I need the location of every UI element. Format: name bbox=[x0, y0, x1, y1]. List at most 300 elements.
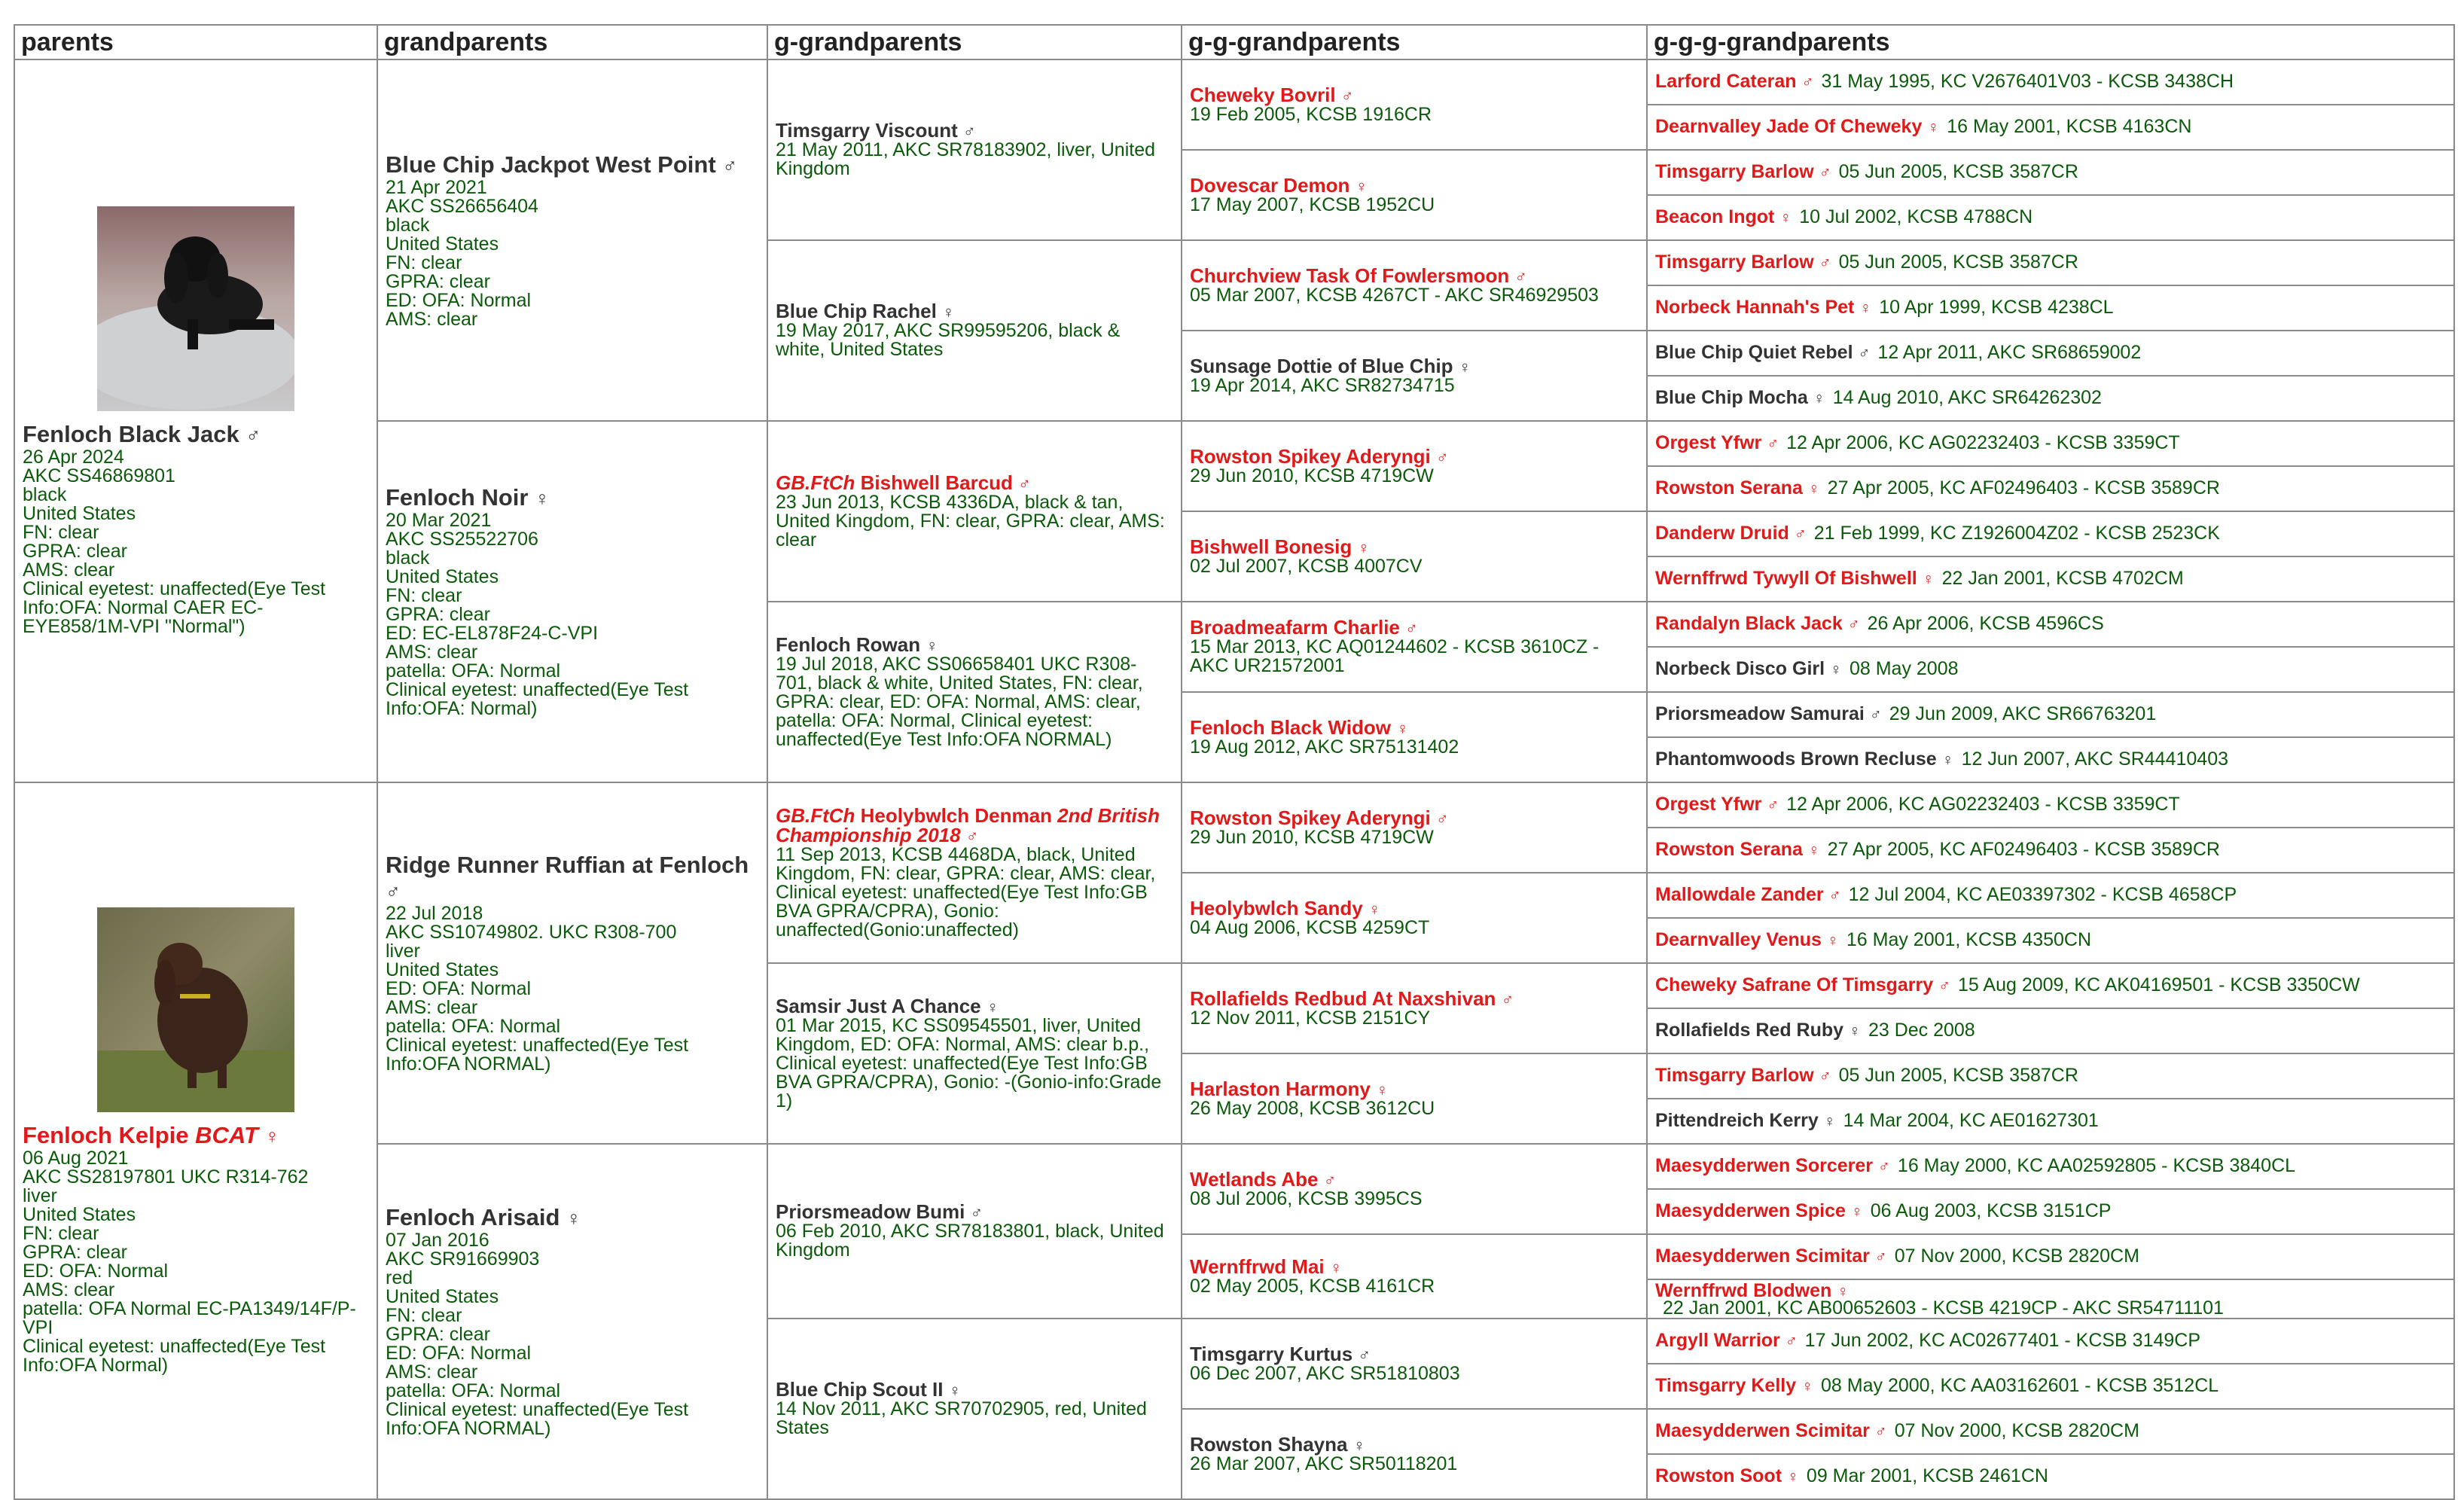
g-g-g-grandparent-cell bbox=[1647, 963, 2454, 1008]
g-g-grandparent-name[interactable] bbox=[1190, 1433, 1365, 1456]
name-text: Priorsmeadow Samurai bbox=[1655, 703, 1865, 724]
g-grandparent-cell bbox=[767, 1319, 1182, 1499]
detail-line: AMS: clear bbox=[386, 308, 478, 330]
g-g-g-grandparent-details: 17 Jun 2002, KC AC02677401 - KCSB 3149CP bbox=[1804, 1330, 2201, 1351]
title-suffix: BCAT bbox=[195, 1121, 258, 1148]
detail-line: 07 Jan 2016 bbox=[386, 1230, 489, 1251]
g-g-g-grandparent-cell bbox=[1647, 285, 2454, 331]
male-icon: ♂ bbox=[1358, 1345, 1371, 1364]
g-grandparent-details: 01 Mar 2015, KC SS09545501, liver, United Kingdom, ED: OFA: Normal, AMS: clear b.p., Clinical eyetest: unaffected(Eye Test Info:GB BVA GPRA/CPRA), Gonio: -(Gonio-info:Grade 1) bbox=[776, 1014, 1162, 1111]
g-g-g-grandparent-cell bbox=[1647, 782, 2454, 828]
name-text: Fenloch Kelpie bbox=[23, 1121, 189, 1148]
g-g-g-grandparent-details: 14 Aug 2010, AKC SR64262302 bbox=[1832, 387, 2102, 408]
g-g-g-grandparent-details: 12 Jul 2004, KC AE03397302 - KCSB 4658CP bbox=[1848, 884, 2237, 905]
detail-line: 21 Apr 2021 bbox=[386, 176, 487, 198]
name-text: Dearnvalley Venus bbox=[1655, 929, 1822, 950]
g-g-grandparent-name[interactable] bbox=[1190, 174, 1368, 197]
grandparent-details bbox=[386, 1231, 759, 1438]
parent-name[interactable] bbox=[23, 422, 261, 448]
female-icon: ♀ bbox=[926, 636, 938, 655]
detail-line: liver bbox=[386, 941, 420, 962]
g-g-g-grandparent-cell bbox=[1647, 556, 2454, 602]
male-icon: ♂ bbox=[722, 154, 738, 177]
g-g-g-grandparent-cell bbox=[1647, 1409, 2454, 1454]
name-text: Rowston Shayna bbox=[1190, 1432, 1348, 1456]
g-g-grandparent-cell bbox=[1182, 1409, 1647, 1499]
male-icon: ♂ bbox=[965, 826, 979, 846]
male-icon: ♂ bbox=[1869, 706, 1882, 724]
grandparent-details bbox=[386, 178, 759, 329]
g-g-g-grandparent-name[interactable] bbox=[1655, 794, 1779, 815]
detail-line: ED: OFA: Normal bbox=[386, 978, 532, 999]
g-g-grandparent-name[interactable] bbox=[1190, 1343, 1371, 1365]
female-icon: ♀ bbox=[1458, 357, 1471, 377]
g-grandparent-details: 21 May 2011, AKC SR78183902, liver, United Kingdom bbox=[776, 139, 1156, 179]
g-g-grandparent-details: 02 Jul 2007, KCSB 4007CV bbox=[1190, 555, 1423, 577]
g-grandparent-name[interactable] bbox=[776, 471, 1031, 494]
g-g-g-grandparent-cell bbox=[1647, 647, 2454, 692]
g-g-g-grandparent-name[interactable] bbox=[1655, 1420, 1887, 1441]
g-g-grandparent-name[interactable] bbox=[1190, 1255, 1342, 1278]
g-g-g-grandparent-name[interactable] bbox=[1655, 116, 1939, 137]
g-grandparent-details: 06 Feb 2010, AKC SR78183801, black, United Kingdom bbox=[776, 1221, 1164, 1261]
g-g-g-grandparent-name[interactable] bbox=[1655, 1155, 1890, 1176]
name-text: Rowston Serana bbox=[1655, 477, 1803, 498]
female-icon: ♀ bbox=[1329, 1258, 1343, 1277]
g-g-g-grandparent-details: 26 Apr 2006, KCSB 4596CS bbox=[1867, 613, 2104, 634]
name-text: Heolybwlch Denman bbox=[860, 803, 1052, 827]
grandparent-name[interactable] bbox=[386, 151, 737, 178]
grandparent-name[interactable] bbox=[386, 1204, 581, 1230]
female-icon: ♀ bbox=[1779, 209, 1792, 227]
g-grandparent-name[interactable] bbox=[776, 119, 976, 142]
female-icon: ♀ bbox=[1927, 118, 1940, 136]
g-g-grandparent-name[interactable] bbox=[1190, 355, 1471, 377]
g-g-g-grandparent-name[interactable] bbox=[1655, 1465, 1799, 1486]
name-text: Phantomwoods Brown Recluse bbox=[1655, 748, 1937, 770]
g-g-g-grandparent-details: 08 May 2008 bbox=[1849, 658, 1959, 679]
g-g-grandparent-details: 15 Mar 2013, KC AQ01244602 - KCSB 3610CZ - AKC UR21572001 bbox=[1190, 636, 1599, 676]
g-g-g-grandparent-details: 06 Aug 2003, KCSB 3151CP bbox=[1870, 1200, 2112, 1221]
male-icon: ♂ bbox=[245, 423, 261, 447]
g-g-g-grandparent-name[interactable] bbox=[1655, 974, 1950, 995]
male-icon: ♂ bbox=[1801, 73, 1814, 91]
g-g-g-grandparent-name[interactable] bbox=[1655, 839, 1820, 860]
g-grandparent-name[interactable] bbox=[776, 1200, 983, 1223]
grandparent-name[interactable] bbox=[386, 484, 550, 511]
detail-line: GPRA: clear bbox=[23, 1241, 127, 1263]
name-text: Blue Chip Mocha bbox=[1655, 387, 1808, 408]
g-grandparent-name[interactable] bbox=[776, 300, 955, 322]
g-g-g-grandparent-details: 08 May 2000, KC AA03162601 - KCSB 3512CL bbox=[1821, 1375, 2219, 1396]
male-icon: ♂ bbox=[1501, 989, 1514, 1009]
g-grandparent-details: 19 Jul 2018, AKC SS06658401 UKC R308-701, black & white, United States, FN: clear, GPRA: clear, ED: OFA: Normal, AMS: clear, patella: OFA: Normal, Clinical eyetest: unaffected(Eye Test Info:OFA NORMAL) bbox=[776, 653, 1143, 750]
g-g-g-grandparent-name[interactable] bbox=[1655, 252, 1831, 273]
g-g-grandparent-details: 17 May 2007, KCSB 1952CU bbox=[1190, 194, 1435, 215]
name-text: Dearnvalley Jade Of Cheweky bbox=[1655, 116, 1923, 137]
grandparent-cell bbox=[377, 782, 767, 1144]
g-g-g-grandparent-name[interactable] bbox=[1655, 703, 1882, 724]
g-g-grandparent-name[interactable] bbox=[1190, 84, 1353, 106]
g-g-g-grandparent-details: 12 Apr 2011, AKC SR68659002 bbox=[1877, 342, 2142, 363]
g-g-grandparent-details: 19 Apr 2014, AKC SR82734715 bbox=[1190, 374, 1455, 396]
male-icon: ♂ bbox=[1874, 1248, 1887, 1266]
male-icon: ♂ bbox=[1436, 809, 1449, 828]
g-g-g-grandparent-name[interactable] bbox=[1655, 1200, 1863, 1221]
g-g-g-grandparent-name[interactable] bbox=[1655, 1020, 1861, 1041]
g-grandparent-cell bbox=[767, 421, 1182, 602]
g-g-grandparent-name[interactable] bbox=[1190, 535, 1370, 558]
g-g-g-grandparent-cell bbox=[1647, 1364, 2454, 1409]
g-grandparent-cell bbox=[767, 1144, 1182, 1319]
g-g-g-grandparent-details: 15 Aug 2009, KC AK04169501 - KCSB 3350CW bbox=[1958, 974, 2360, 995]
g-g-grandparent-details: 12 Nov 2011, KCSB 2151CY bbox=[1190, 1007, 1431, 1029]
detail-line: black bbox=[386, 214, 430, 236]
g-g-g-grandparent-details: 12 Apr 2006, KC AG02232403 - KCSB 3359CT bbox=[1786, 794, 2180, 815]
name-text: Cheweky Bovril bbox=[1190, 83, 1336, 106]
detail-line: United States bbox=[386, 1286, 499, 1307]
g-g-g-grandparent-cell bbox=[1647, 828, 2454, 873]
g-g-grandparent-details: 08 Jul 2006, KCSB 3995CS bbox=[1190, 1188, 1423, 1209]
male-icon: ♂ bbox=[1767, 796, 1779, 814]
female-icon: ♀ bbox=[1849, 1022, 1861, 1040]
g-g-g-grandparent-details: 29 Jun 2009, AKC SR66763201 bbox=[1889, 703, 2157, 724]
parent-cell bbox=[14, 782, 377, 1499]
grandparent-cell bbox=[377, 1144, 767, 1499]
g-g-g-grandparent-name[interactable] bbox=[1655, 206, 1792, 227]
male-icon: ♂ bbox=[1819, 254, 1831, 272]
female-icon: ♀ bbox=[1368, 899, 1381, 919]
g-g-g-grandparent-name[interactable] bbox=[1655, 1330, 1798, 1351]
name-text: Danderw Druid bbox=[1655, 523, 1789, 544]
name-text: Heolybwlch Sandy bbox=[1190, 896, 1363, 919]
parent-details bbox=[23, 448, 369, 636]
g-g-g-grandparent-name[interactable] bbox=[1655, 568, 1935, 589]
g-g-grandparent-cell bbox=[1182, 511, 1647, 602]
female-icon: ♀ bbox=[1355, 176, 1368, 196]
g-g-g-grandparent-details: 09 Mar 2001, KCSB 2461CN bbox=[1806, 1465, 2048, 1486]
g-g-grandparent-name[interactable] bbox=[1190, 616, 1418, 639]
name-text: Churchview Task Of Fowlersmoon bbox=[1190, 264, 1510, 287]
g-g-g-grandparent-cell bbox=[1647, 376, 2454, 421]
detail-line: AKC SS28197801 UKC R314-762 bbox=[23, 1166, 309, 1188]
name-text: Wernffrwd Tywyll Of Bishwell bbox=[1655, 568, 1917, 589]
g-g-g-grandparent-details: 07 Nov 2000, KCSB 2820CM bbox=[1894, 1420, 2139, 1441]
g-grandparent-cell bbox=[767, 240, 1182, 421]
g-g-g-grandparent-details: 12 Jun 2007, AKC SR44410403 bbox=[1961, 748, 2229, 770]
name-text: Harlaston Harmony bbox=[1190, 1077, 1371, 1100]
grandparent-details bbox=[386, 904, 759, 1074]
name-text: Larford Cateran bbox=[1655, 71, 1797, 92]
g-g-g-grandparent-details: 07 Nov 2000, KCSB 2820CM bbox=[1894, 1245, 2139, 1267]
name-text: Norbeck Hannah's Pet bbox=[1655, 297, 1855, 318]
g-g-g-grandparent-cell bbox=[1647, 873, 2454, 918]
g-g-g-grandparent-name[interactable] bbox=[1655, 297, 1871, 318]
detail-line: patella: OFA Normal EC-PA1349/14F/P-VPI bbox=[23, 1297, 356, 1338]
parent-name[interactable] bbox=[23, 1123, 279, 1149]
detail-line: United States bbox=[386, 233, 499, 255]
grandparent-name[interactable] bbox=[386, 852, 749, 904]
male-icon: ♂ bbox=[1785, 1332, 1798, 1350]
g-grandparent-name[interactable] bbox=[776, 804, 1160, 846]
g-g-g-grandparent-name[interactable] bbox=[1655, 1245, 1887, 1267]
g-g-g-grandparent-details: 21 Feb 1999, KC Z1926004Z02 - KCSB 2523CK bbox=[1813, 523, 2220, 544]
g-g-g-grandparent-details: 22 Jan 2001, KC AB00652603 - KCSB 4219CP - AKC SR54711101 bbox=[1663, 1297, 2224, 1319]
name-text: Timsgarry Barlow bbox=[1655, 161, 1814, 182]
g-g-g-grandparent-details: 23 Dec 2008 bbox=[1868, 1020, 1975, 1041]
pedigree-row bbox=[14, 1144, 2454, 1189]
pedigree-container bbox=[14, 24, 2453, 1486]
g-g-grandparent-details: 26 May 2008, KCSB 3612CU bbox=[1190, 1097, 1435, 1119]
g-g-g-grandparent-name[interactable] bbox=[1655, 884, 1841, 905]
g-g-g-grandparent-name[interactable] bbox=[1655, 929, 1839, 950]
g-g-grandparent-details: 02 May 2005, KCSB 4161CR bbox=[1190, 1275, 1435, 1297]
g-g-grandparent-cell bbox=[1182, 873, 1647, 963]
g-g-g-grandparent-cell bbox=[1647, 331, 2454, 376]
name-text: Mallowdale Zander bbox=[1655, 884, 1824, 905]
female-icon: ♀ bbox=[942, 303, 955, 322]
detail-line: patella: OFA: Normal bbox=[386, 660, 561, 681]
g-g-grandparent-cell bbox=[1182, 331, 1647, 421]
male-icon: ♂ bbox=[970, 1203, 983, 1222]
male-icon: ♂ bbox=[1018, 474, 1031, 493]
name-text: Bishwell Barcud bbox=[860, 471, 1013, 494]
name-text: Cheweky Safrane Of Timsgarry bbox=[1655, 974, 1934, 995]
g-g-g-grandparent-name[interactable] bbox=[1655, 523, 1807, 544]
g-g-g-grandparent-details: 10 Apr 1999, KCSB 4238CL bbox=[1879, 297, 2114, 318]
detail-line: GPRA: clear bbox=[23, 540, 127, 562]
g-g-g-grandparent-name[interactable] bbox=[1655, 1375, 1813, 1396]
g-g-grandparent-name[interactable] bbox=[1190, 264, 1527, 287]
grandparent-cell bbox=[377, 421, 767, 782]
detail-line: Clinical eyetest: unaffected(Eye Test Info:OFA NORMAL) bbox=[386, 1035, 689, 1075]
detail-line: FN: clear bbox=[23, 521, 99, 543]
detail-line: AKC SS46869801 bbox=[23, 465, 175, 486]
female-icon: ♀ bbox=[535, 487, 550, 510]
female-icon: ♀ bbox=[264, 1124, 280, 1148]
female-icon: ♀ bbox=[1837, 1282, 1850, 1300]
g-g-g-grandparent-name[interactable] bbox=[1655, 613, 1860, 634]
female-icon: ♀ bbox=[1357, 538, 1371, 557]
g-g-g-grandparent-cell bbox=[1647, 692, 2454, 737]
detail-line: Clinical eyetest: unaffected(Eye Test Info:OFA: Normal) bbox=[386, 679, 689, 719]
g-g-g-grandparent-name[interactable] bbox=[1655, 387, 1825, 408]
g-g-g-grandparent-details: 05 Jun 2005, KCSB 3587CR bbox=[1838, 252, 2078, 273]
detail-line: Clinical eyetest: unaffected(Eye Test Info:OFA: Normal CAER EC-EYE858/1M-VPI "Normal") bbox=[23, 578, 326, 637]
pedigree-row bbox=[14, 782, 2454, 828]
pedigree-table bbox=[14, 24, 2455, 1500]
g-g-g-grandparent-cell bbox=[1647, 421, 2454, 466]
g-g-grandparent-name[interactable] bbox=[1190, 806, 1449, 829]
g-g-g-grandparent-name[interactable] bbox=[1655, 477, 1820, 498]
detail-line: AMS: clear bbox=[386, 997, 478, 1018]
male-icon: ♂ bbox=[1514, 267, 1528, 286]
g-g-grandparent-name[interactable] bbox=[1190, 897, 1381, 919]
pedigree-body bbox=[14, 59, 2454, 1499]
name-text: Argyll Warrior bbox=[1655, 1330, 1780, 1351]
female-icon: ♀ bbox=[1813, 389, 1825, 407]
name-text: Randalyn Black Jack bbox=[1655, 613, 1843, 634]
g-g-grandparent-details: 19 Aug 2012, AKC SR75131402 bbox=[1190, 736, 1459, 758]
g-g-grandparent-cell bbox=[1182, 782, 1647, 873]
g-g-g-grandparent-details: 16 May 2001, KCSB 4163CN bbox=[1947, 116, 2192, 137]
g-g-g-grandparent-cell bbox=[1647, 1144, 2454, 1189]
g-g-grandparent-cell bbox=[1182, 1319, 1647, 1409]
name-text: Timsgarry Barlow bbox=[1655, 1065, 1814, 1086]
detail-line: United States bbox=[386, 566, 499, 587]
male-icon: ♂ bbox=[1794, 525, 1807, 543]
g-g-grandparent-details: 26 Mar 2007, AKC SR50118201 bbox=[1190, 1453, 1458, 1474]
detail-line: United States bbox=[386, 959, 499, 980]
g-g-g-grandparent-cell bbox=[1647, 1279, 2454, 1319]
male-icon: ♂ bbox=[1938, 977, 1951, 995]
grandparent-details bbox=[386, 511, 759, 718]
name-text: Ridge Runner Ruffian at Fenloch bbox=[386, 852, 749, 878]
name-text: Timsgarry Kelly bbox=[1655, 1375, 1797, 1396]
female-icon: ♀ bbox=[1922, 570, 1935, 588]
g-g-g-grandparent-name[interactable] bbox=[1655, 342, 1870, 363]
g-g-g-grandparent-cell bbox=[1647, 1454, 2454, 1499]
g-g-grandparent-cell bbox=[1182, 692, 1647, 782]
header-grandparents: grandparents bbox=[377, 25, 767, 59]
g-grandparent-cell bbox=[767, 782, 1182, 963]
g-g-g-grandparent-cell bbox=[1647, 602, 2454, 647]
detail-line: black bbox=[23, 483, 67, 505]
g-grandparent-details: 19 May 2017, AKC SR99595206, black & white, United States bbox=[776, 320, 1121, 360]
detail-line: 22 Jul 2018 bbox=[386, 903, 483, 924]
g-g-g-grandparent-cell bbox=[1647, 1189, 2454, 1234]
g-g-grandparent-name[interactable] bbox=[1190, 987, 1514, 1010]
female-icon: ♀ bbox=[1801, 1377, 1814, 1395]
female-icon: ♀ bbox=[1807, 841, 1820, 859]
g-g-g-grandparent-details: 16 May 2000, KC AA02592805 - KCSB 3840CL bbox=[1897, 1155, 2296, 1176]
name-text: Blue Chip Quiet Rebel bbox=[1655, 342, 1853, 363]
name-text: Sunsage Dottie of Blue Chip bbox=[1190, 354, 1453, 377]
g-g-g-grandparent-cell bbox=[1647, 1319, 2454, 1364]
detail-line: AKC SS26656404 bbox=[386, 195, 538, 217]
name-text: Bishwell Bonesig bbox=[1190, 535, 1352, 558]
detail-line: liver bbox=[23, 1184, 57, 1206]
g-g-g-grandparent-name[interactable] bbox=[1655, 1065, 1831, 1086]
g-g-grandparent-cell bbox=[1182, 59, 1647, 150]
detail-line: United States bbox=[23, 502, 136, 524]
g-g-g-grandparent-details: 16 May 2001, KCSB 4350CN bbox=[1846, 929, 2092, 950]
name-text: Beacon Ingot bbox=[1655, 206, 1775, 227]
g-g-g-grandparent-details: 10 Jul 2002, KCSB 4788CN bbox=[1799, 206, 2033, 227]
header-row bbox=[14, 25, 2454, 59]
g-g-grandparent-name[interactable] bbox=[1190, 1168, 1336, 1191]
name-text: Dovescar Demon bbox=[1190, 173, 1350, 197]
g-g-g-grandparent-name[interactable] bbox=[1655, 1110, 1836, 1131]
detail-line: AKC SR91669903 bbox=[386, 1248, 540, 1270]
detail-line: patella: OFA: Normal bbox=[386, 1016, 561, 1037]
g-grandparent-name[interactable] bbox=[776, 995, 999, 1017]
name-text: Fenloch Black Jack bbox=[23, 420, 239, 447]
female-icon: ♀ bbox=[1352, 1435, 1366, 1455]
g-g-g-grandparent-cell bbox=[1647, 1008, 2454, 1053]
black-puppy-photo bbox=[97, 206, 294, 411]
male-icon: ♂ bbox=[1847, 615, 1860, 633]
g-grandparent-details: 23 Jun 2013, KCSB 4336DA, black & tan, United Kingdom, FN: clear, GPRA: clear, AMS: clear bbox=[776, 491, 1165, 550]
g-g-g-grandparent-name[interactable] bbox=[1655, 432, 1779, 453]
detail-line: ED: OFA: Normal bbox=[23, 1260, 169, 1282]
name-text: Wernffrwd Blodwen bbox=[1655, 1279, 1832, 1301]
g-g-g-grandparent-cell bbox=[1647, 1234, 2454, 1279]
name-text: Broadmeafarm Charlie bbox=[1190, 616, 1400, 639]
g-g-grandparent-name[interactable] bbox=[1190, 1078, 1389, 1100]
male-icon: ♂ bbox=[386, 880, 401, 903]
name-text: Priorsmeadow Bumi bbox=[776, 1200, 965, 1223]
name-text: Rowston Spikey Aderyngi bbox=[1190, 444, 1431, 468]
g-g-g-grandparent-details: 14 Mar 2004, KC AE01627301 bbox=[1843, 1110, 2099, 1131]
detail-line: FN: clear bbox=[386, 585, 462, 606]
female-icon: ♀ bbox=[1850, 1203, 1863, 1221]
detail-line: GPRA: clear bbox=[386, 1324, 490, 1345]
g-g-g-grandparent-name[interactable] bbox=[1655, 748, 1954, 770]
g-g-grandparent-details: 04 Aug 2006, KCSB 4259CT bbox=[1190, 916, 1430, 938]
g-g-g-grandparent-details: 05 Jun 2005, KCSB 3587CR bbox=[1838, 161, 2078, 182]
g-grandparent-cell bbox=[767, 602, 1182, 782]
g-g-grandparent-cell bbox=[1182, 240, 1647, 331]
parent-cell bbox=[14, 59, 377, 782]
detail-line: Clinical eyetest: unaffected(Eye Test Info:OFA Normal) bbox=[23, 1335, 326, 1376]
detail-line: AMS: clear bbox=[386, 1361, 478, 1383]
female-icon: ♀ bbox=[1859, 299, 1872, 317]
name-text: Norbeck Disco Girl bbox=[1655, 658, 1825, 679]
detail-line: GPRA: clear bbox=[386, 270, 490, 292]
g-g-grandparent-details: 05 Mar 2007, KCSB 4267CT - AKC SR46929503 bbox=[1190, 284, 1599, 306]
female-icon: ♀ bbox=[1830, 660, 1842, 678]
detail-line: FN: clear bbox=[386, 252, 462, 273]
g-grandparent-cell bbox=[767, 59, 1182, 240]
name-text: Fenloch Noir bbox=[386, 484, 529, 511]
g-g-g-grandparent-cell bbox=[1647, 150, 2454, 195]
g-g-g-grandparent-name[interactable] bbox=[1655, 658, 1842, 679]
g-g-grandparent-name[interactable] bbox=[1190, 445, 1449, 468]
detail-line: AMS: clear bbox=[23, 559, 115, 581]
grandparent-cell bbox=[377, 59, 767, 421]
g-g-g-grandparent-cell bbox=[1647, 737, 2454, 782]
g-g-grandparent-details: 29 Jun 2010, KCSB 4719CW bbox=[1190, 465, 1434, 486]
g-g-g-grandparent-cell bbox=[1647, 466, 2454, 511]
g-grandparent-name[interactable] bbox=[776, 1378, 961, 1401]
name-text: Rowston Soot bbox=[1655, 1465, 1782, 1486]
g-g-grandparent-cell bbox=[1182, 150, 1647, 240]
g-g-grandparent-details: 29 Jun 2010, KCSB 4719CW bbox=[1190, 826, 1434, 848]
header-g-g-g-grandparents: g-g-g-grandparents bbox=[1647, 25, 2454, 59]
male-icon: ♂ bbox=[1828, 886, 1841, 904]
detail-line: 06 Aug 2021 bbox=[23, 1147, 129, 1169]
g-g-g-grandparent-details: 22 Jan 2001, KCSB 4702CM bbox=[1941, 568, 2184, 589]
male-icon: ♂ bbox=[1405, 619, 1418, 638]
male-icon: ♂ bbox=[1436, 447, 1449, 467]
g-g-g-grandparent-name[interactable] bbox=[1655, 161, 1831, 182]
g-g-g-grandparent-details: 05 Jun 2005, KCSB 3587CR bbox=[1838, 1065, 2078, 1086]
g-g-grandparent-cell bbox=[1182, 421, 1647, 511]
g-grandparent-name[interactable] bbox=[776, 633, 938, 656]
g-g-g-grandparent-details: 27 Apr 2005, KC AF02496403 - KCSB 3589CR bbox=[1827, 477, 2220, 498]
g-g-grandparent-name[interactable] bbox=[1190, 716, 1409, 739]
detail-line: FN: clear bbox=[23, 1222, 99, 1244]
name-text: Blue Chip Jackpot West Point bbox=[386, 151, 716, 178]
name-text: Blue Chip Scout II bbox=[776, 1378, 944, 1401]
male-icon: ♂ bbox=[1874, 1422, 1887, 1441]
name-text: Wernffrwd Mai bbox=[1190, 1255, 1325, 1278]
detail-line: 20 Mar 2021 bbox=[386, 510, 492, 531]
g-g-g-grandparent-cell bbox=[1647, 918, 2454, 963]
g-g-g-grandparent-name[interactable] bbox=[1655, 71, 1813, 92]
detail-line: ED: OFA: Normal bbox=[386, 289, 532, 311]
